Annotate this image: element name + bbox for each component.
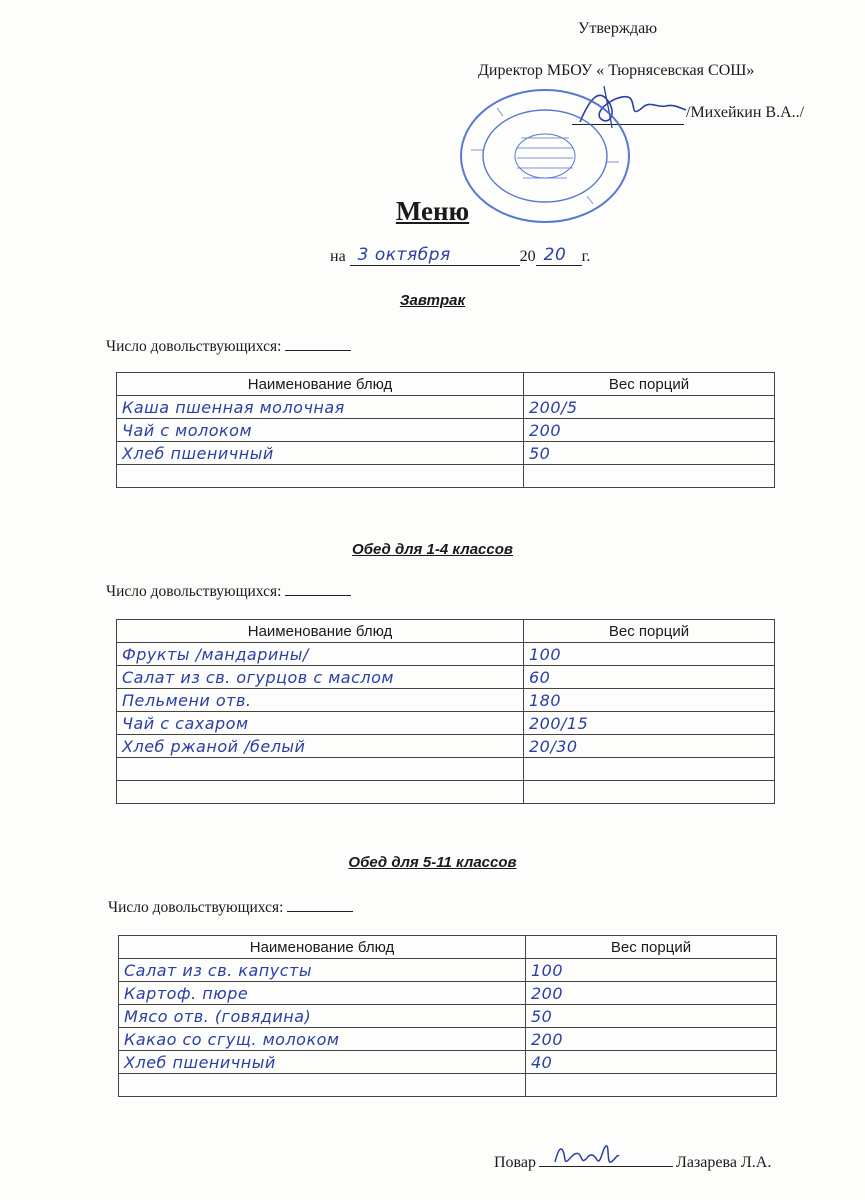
lunch-1-4-table bbox=[116, 619, 775, 804]
dish-name: Мясо отв. (говядина) bbox=[119, 1005, 526, 1028]
dish-name: Хлеб пшеничный bbox=[119, 1051, 526, 1074]
table-header-row bbox=[119, 936, 777, 959]
table-row bbox=[117, 712, 775, 735]
table-row bbox=[117, 666, 775, 689]
table-row bbox=[119, 1051, 777, 1074]
cook-signature-field bbox=[539, 1148, 673, 1167]
date-prefix: на bbox=[330, 248, 346, 265]
portion-weight: 200/5 bbox=[524, 396, 775, 419]
dish-name: Хлеб ржаной /белый bbox=[117, 735, 524, 758]
portion-weight: 200/15 bbox=[524, 712, 775, 735]
table-row bbox=[119, 982, 777, 1005]
header-portion-weight: Вес порций bbox=[526, 936, 777, 959]
table-row bbox=[117, 758, 775, 781]
table-header-row bbox=[117, 373, 775, 396]
date-year: 20 bbox=[543, 245, 567, 265]
dish-name: Салат из св. огурцов с маслом bbox=[117, 666, 524, 689]
portion-weight: 50 bbox=[526, 1005, 777, 1028]
breakfast-count bbox=[106, 338, 351, 356]
dish-name: Салат из св. капусты bbox=[119, 959, 526, 982]
table-row bbox=[117, 442, 775, 465]
dish-name bbox=[117, 465, 524, 488]
dish-name: Чай с молоком bbox=[117, 419, 524, 442]
menu-date bbox=[330, 247, 590, 266]
cook-signature bbox=[551, 1140, 621, 1168]
portion-weight: 200 bbox=[526, 982, 777, 1005]
table-row bbox=[119, 1028, 777, 1051]
lunch-5-11-table bbox=[118, 935, 777, 1097]
dish-name: Чай с сахаром bbox=[117, 712, 524, 735]
header-dish-name: Наименование блюд bbox=[117, 620, 524, 643]
count-label: Число довольствующихся: bbox=[106, 338, 282, 355]
table-row bbox=[119, 959, 777, 982]
portion-weight bbox=[526, 1074, 777, 1097]
dish-name: Картоф. пюре bbox=[119, 982, 526, 1005]
dish-name: Какао со сгущ. молоком bbox=[119, 1028, 526, 1051]
cook-name: Лазарева Л.А. bbox=[676, 1154, 772, 1171]
table-row bbox=[117, 643, 775, 666]
table-row bbox=[117, 396, 775, 419]
approval-block bbox=[0, 0, 865, 130]
table-header-row bbox=[117, 620, 775, 643]
header-dish-name: Наименование блюд bbox=[119, 936, 526, 959]
table-row bbox=[117, 735, 775, 758]
approval-position: Директор МБОУ « Тюрнясевская СОШ» bbox=[478, 62, 755, 79]
portion-weight: 60 bbox=[524, 666, 775, 689]
count-blank bbox=[285, 595, 351, 596]
table-row bbox=[117, 465, 775, 488]
breakfast-table bbox=[116, 372, 775, 488]
count-blank bbox=[285, 350, 351, 351]
dish-name: Фрукты /мандарины/ bbox=[117, 643, 524, 666]
dish-name: Пельмени отв. bbox=[117, 689, 524, 712]
lunch-1-4-count bbox=[106, 583, 351, 601]
portion-weight: 40 bbox=[526, 1051, 777, 1074]
table-row bbox=[119, 1074, 777, 1097]
count-blank bbox=[287, 911, 353, 912]
portion-weight bbox=[524, 465, 775, 488]
cook-signature-row bbox=[494, 1148, 771, 1172]
portion-weight: 50 bbox=[524, 442, 775, 465]
portion-weight bbox=[524, 781, 775, 804]
lunch-5-11-count bbox=[108, 899, 353, 917]
date-day-month: 3 октября bbox=[357, 245, 451, 265]
table-row bbox=[117, 419, 775, 442]
portion-weight: 100 bbox=[526, 959, 777, 982]
dish-name bbox=[117, 781, 524, 804]
portion-weight: 180 bbox=[524, 689, 775, 712]
dish-name: Хлеб пшеничный bbox=[117, 442, 524, 465]
table-row bbox=[119, 1005, 777, 1028]
portion-weight: 100 bbox=[524, 643, 775, 666]
portion-weight: 20/30 bbox=[524, 735, 775, 758]
table-row bbox=[117, 689, 775, 712]
dish-name bbox=[119, 1074, 526, 1097]
menu-title: Меню bbox=[395, 196, 470, 226]
portion-weight: 200 bbox=[524, 419, 775, 442]
date-suffix: г. bbox=[581, 248, 591, 265]
lunch-1-4-title: Обед для 1-4 классов bbox=[352, 541, 513, 558]
date-year-field bbox=[536, 247, 582, 266]
header-dish-name: Наименование блюд bbox=[117, 373, 524, 396]
cook-label: Повар bbox=[494, 1154, 536, 1171]
count-label: Число довольствующихся: bbox=[108, 899, 284, 916]
director-name: /Михейкин В.А../ bbox=[686, 104, 805, 121]
date-day-month-field bbox=[350, 247, 520, 266]
dish-name bbox=[117, 758, 524, 781]
header-portion-weight: Вес порций bbox=[524, 620, 775, 643]
dish-name: Каша пшенная молочная bbox=[117, 396, 524, 419]
lunch-5-11-title: Обед для 5-11 классов bbox=[348, 854, 517, 871]
approval-heading: Утверждаю bbox=[578, 20, 658, 37]
breakfast-title: Завтрак bbox=[399, 292, 466, 309]
portion-weight bbox=[524, 758, 775, 781]
table-row bbox=[117, 781, 775, 804]
date-century: 20 bbox=[519, 248, 536, 265]
header-portion-weight: Вес порций bbox=[524, 373, 775, 396]
count-label: Число довольствующихся: bbox=[106, 583, 282, 600]
portion-weight: 200 bbox=[526, 1028, 777, 1051]
